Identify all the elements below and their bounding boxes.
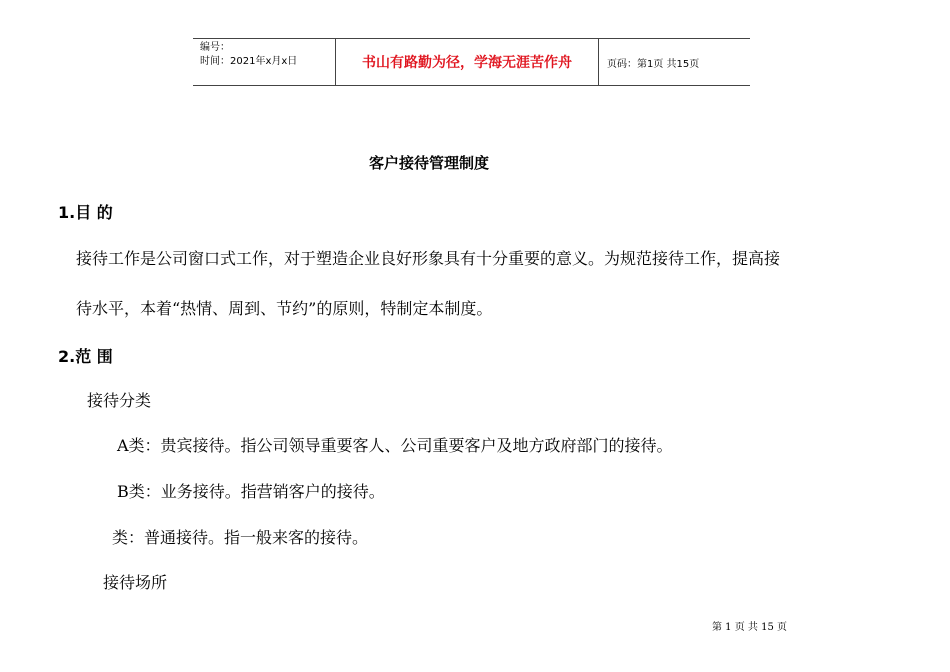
section1-line2: 待水平，本着“热情、周到、节约”的原则，特制定本制度。	[76, 299, 493, 318]
header-number-label: 编号：	[200, 42, 230, 53]
header-motto: 书山有路勤为径，学海无涯苦作舟	[335, 39, 599, 85]
section1-line1: 接待工作是公司窗口式工作，对于塑造企业良好形象具有十分重要的意义。为规范接待工作，提高接	[76, 249, 781, 268]
header-page-info: 页码：第1页 共15页	[607, 58, 700, 70]
class-c-item: 类：普通接待。指一般来客的接待。	[112, 528, 369, 547]
venue-heading: 接待场所	[103, 573, 168, 592]
document-title: 客户接待管理制度	[368, 154, 489, 172]
page-header	[193, 38, 750, 86]
section2-heading: 2.范 围	[58, 347, 113, 366]
class-a-item: A类：贵宾接待。指公司领导重要客人、公司重要客户及地方政府部门的接待。	[117, 436, 673, 455]
class-b-item: B类：业务接待。指营销客户的接待。	[117, 482, 385, 501]
header-meta	[193, 39, 335, 85]
header-time-label: 时间：2021年x月x日	[200, 56, 298, 67]
page-footer: 第 1 页 共 15 页	[712, 622, 787, 633]
category-heading: 接待分类	[87, 391, 152, 410]
section1-heading: 1.目 的	[58, 203, 113, 222]
